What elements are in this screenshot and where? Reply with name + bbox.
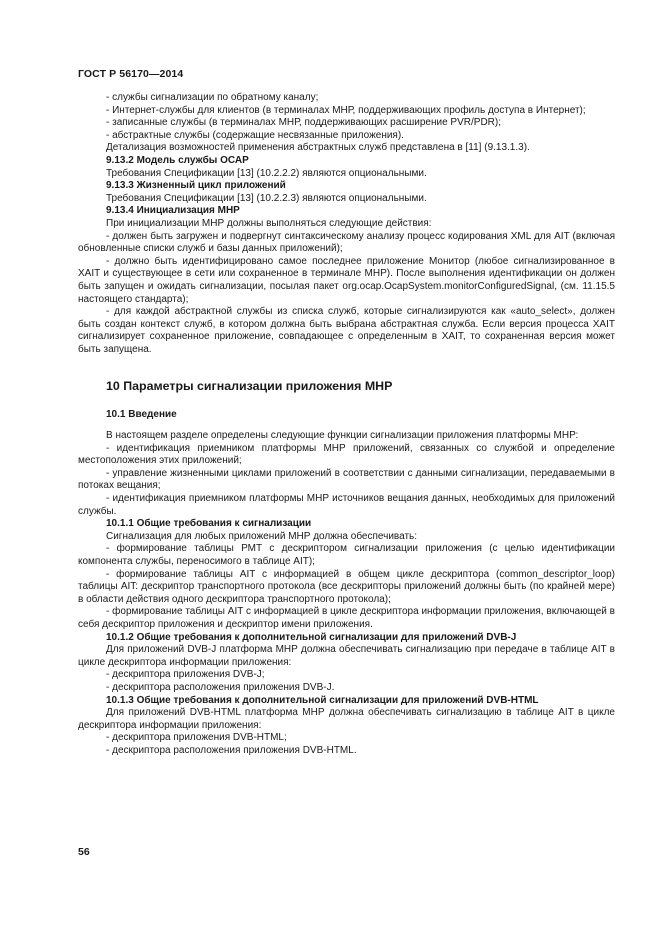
list-item: - дескриптора приложения DVB-J; xyxy=(106,669,265,681)
paragraph: Требования Спецификации [13] (10.2.2.2) являются опциональными. xyxy=(106,167,427,179)
paragraph: Детализация возможностей применения абстрактных служб представлена в [11] (9.13.1.3). xyxy=(106,142,530,154)
page-body xyxy=(78,92,615,758)
list-item: - должно быть идентифицировано самое последнее приложение Монитор (любое сигнализированное в XAIT и существующее в сети или сохраненное в терминале МНР). После выполнения идентификации он должен быть запущен и ожидать сигнализации, посылая пакет org.ocap.OcapSystem.monitorConfiguredSignal, (см. 11.15.5 настоящего стандарта); xyxy=(78,255,615,305)
list-item: - формирование таблицы РМТ с дескриптором сигнализации приложения (с целью идентификации компонента службы, переносимого в таблице AIT); xyxy=(78,543,615,567)
list-item: - идентификация приемником платформы МНР источников вещания данных, необходимых для приложений службы. xyxy=(78,493,615,517)
subsection-heading-10-1-1: 10.1.1 Общие требования к сигнализации xyxy=(106,518,312,530)
document-id: ГОСТ Р 56170—2014 xyxy=(78,68,184,80)
paragraph: При инициализации МНР должны выполняться следующие действия: xyxy=(106,217,432,229)
list-item: - управление жизненными циклами приложений в соответствии с данными сигнализации, передаваемыми в потоках вещания; xyxy=(78,467,615,492)
list-item: - дескриптора приложения DVB-HTML; xyxy=(106,732,287,744)
paragraph: Для приложений DVB-HTML платформа МНР должна обеспечивать сигнализацию в таблице AIT в цикле дескриптора информации приложения: xyxy=(78,707,615,731)
subsection-heading-9-13-3: 9.13.3 Жизненный цикл приложений xyxy=(106,180,286,192)
list-item: - дескриптора расположения приложения DVB-HTML. xyxy=(106,744,357,756)
list-item: - дескриптора расположения приложения DVB-J. xyxy=(106,681,335,693)
subsection-heading-10-1-3: 10.1.3 Общие требования к дополнительной сигнализации для приложений DVB-HTML xyxy=(106,694,539,706)
paragraph: - Интернет-службы для клиентов (в терминалах МНР, поддерживающих профиль доступа в Интернет); xyxy=(106,104,586,116)
page-number: 56 xyxy=(78,846,90,858)
paragraph: - записанные службы (в терминалах МНР, поддерживающих расширение PVR/PDR); xyxy=(106,117,501,129)
paragraph: - абстрактные службы (содержащие несвязанные приложения). xyxy=(106,129,404,141)
paragraph: Требования Спецификации [13] (10.2.2.3) являются опциональными. xyxy=(106,192,427,204)
subsection-heading-9-13-2: 9.13.2 Модель службы ОСАР xyxy=(106,154,249,166)
list-item: - должен быть загружен и подвергнут синтаксическому анализу процесс кодирования XML для AIT (включая обновленные списки служб и базы данных приложений); xyxy=(78,230,615,255)
paragraph: Для приложений DVB-J платформа МНР должна обеспечивать сигнализацию при передаче в таблице AIT в цикле дескриптора информации приложения: xyxy=(78,644,615,668)
paragraph: Сигнализация для любых приложений МНР должна обеспечивать: xyxy=(106,530,418,542)
subsection-heading-10-1-2: 10.1.2 Общие требования к дополнительной сигнализации для приложений DVB-J xyxy=(106,631,517,643)
paragraph: - службы сигнализации по обратному каналу; xyxy=(106,92,319,103)
list-item: - идентификация приемником платформы МНР приложений, связанных со службой и определение местоположения этих приложений; xyxy=(78,442,615,467)
subsection-heading-10-1: 10.1 Введение xyxy=(106,409,177,421)
list-item: - для каждой абстрактной службы из списка служб, которые сигнализируются как «auto_select», должен быть создан контекст служб, в котором должна быть выбрана абстрактная служба. Если версия процесса XAIT сигнализирует сохраненное приложение, совпадающее с определенным в XAIT, то сохраненная версия может быть запущена. xyxy=(78,306,615,355)
subsection-heading-9-13-4: 9.13.4 Инициализация МНР xyxy=(106,205,240,217)
list-item: - формирование таблицы AIT с информацией в цикле дескриптора информации приложения, включающей в себя дескриптор приложения и дескриптор имени приложения. xyxy=(78,606,615,630)
paragraph: В настоящем разделе определены следующие функции сигнализации приложения платформы МНР: xyxy=(106,430,579,442)
list-item: - формирование таблицы AIT с информацией в общем цикле дескриптора (common_descriptor_loop) таблицы AIT: дескриптор транспортного протокола (все дескрипторы приложений должны быть (по крайней мере) в области действия одного дескриптора транспортного протокола); xyxy=(78,568,615,605)
section-title-10: 10 Параметры сигнализации приложения МНР xyxy=(106,379,393,394)
